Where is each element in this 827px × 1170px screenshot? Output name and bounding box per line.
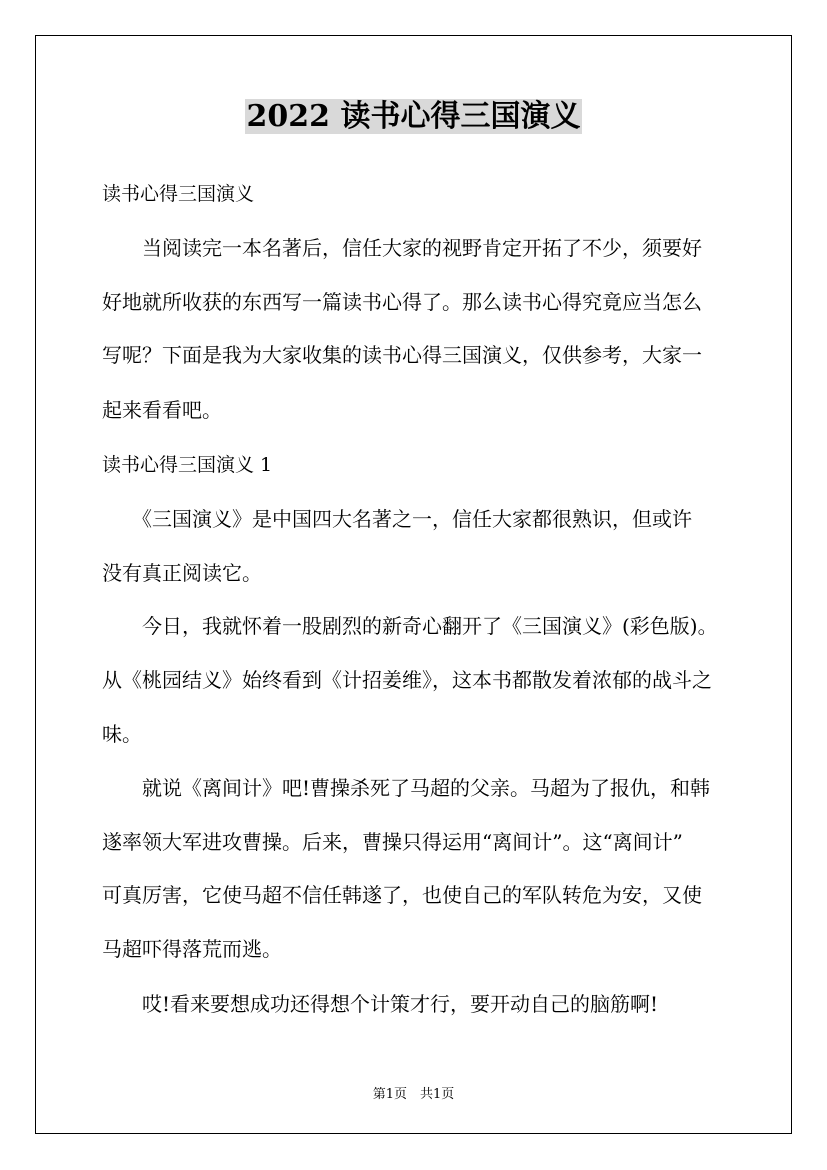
- body-line: 就说《离间计》吧!曹操杀死了马超的父亲。马超为了报仇，和韩: [102, 776, 711, 800]
- document-title: [0, 95, 827, 139]
- body-line: 没有真正阅读它。: [102, 561, 262, 585]
- title-text: 2022 读书心得三国演义: [246, 99, 581, 134]
- body-line: 马超吓得落荒而逃。: [102, 937, 282, 961]
- subtitle-heading: 读书心得三国演义: [102, 183, 255, 205]
- body-line: 遂率领大军进攻曹操。后来，曹操只得运用“离间计”。这“离间计”: [102, 830, 683, 854]
- body-line: 味。: [102, 722, 142, 746]
- body-line: 可真厉害，它使马超不信任韩遂了，也使自己的军队转危为安，又使: [102, 883, 702, 907]
- page-footer: 第1页 共1页: [372, 1087, 455, 1102]
- body-line: 《三国演义》是中国四大名著之一，信任大家都很熟识，但或许: [102, 507, 692, 531]
- intro-line: 写呢？下面是我为大家收集的读书心得三国演义，仅供参考，大家一: [102, 343, 702, 367]
- intro-line: 当阅读完一本名著后，信任大家的视野肯定开拓了不少，须要好: [102, 236, 702, 260]
- section-heading: 读书心得三国演义 1: [102, 454, 273, 476]
- body-line: 哎!看来要想成功还得想个计策才行，要开动自己的脑筋啊!: [102, 992, 659, 1016]
- body-line: 从《桃园结义》始终看到《计招姜维》，这本书都散发着浓郁的战斗之: [102, 668, 712, 692]
- intro-line: 好地就所收获的东西写一篇读书心得了。那么读书心得究竟应当怎么: [102, 290, 702, 314]
- body-line: 今日，我就怀着一股剧烈的新奇心翻开了《三国演义》(彩色版)。: [102, 614, 718, 638]
- intro-line: 起来看看吧。: [102, 398, 222, 422]
